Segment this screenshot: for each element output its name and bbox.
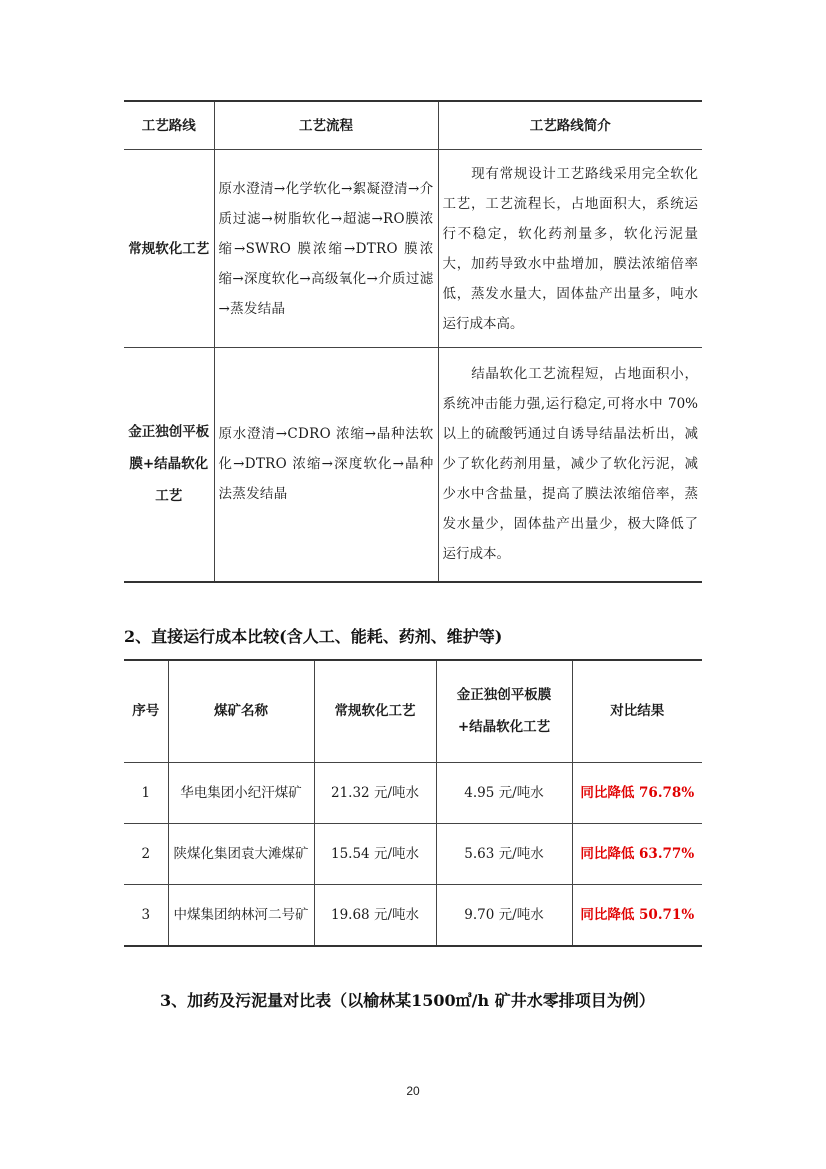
section-heading-dosing: 3、加药及污泥量对比表（以榆林某1500㎥/h 矿井水零排项目为例） [160, 991, 655, 1010]
mine-name: 陕煤化集团袁大滩煤矿 [168, 823, 314, 884]
header-flow: 工艺流程 [214, 101, 438, 150]
page-number: 20 [406, 1084, 420, 1098]
route-intro: 现有常规设计工艺路线采用完全软化工艺，工艺流程长，占地面积大，系统运行不稳定，软化药剂量多，软化污泥量大，加药导致水中盐增加，膜法浓缩倍率低，蒸发水量大，固体盐产出量多，吨水运行成本高。 [438, 150, 702, 348]
header-conventional: 常规软化工艺 [314, 660, 436, 762]
process-flow: 原水澄清→化学软化→絮凝澄清→介质过滤→树脂软化→超滤→RO膜浓缩→SWRO 膜浓缩→DTRO 膜浓缩→深度软化→高级氧化→介质过滤→蒸发结晶 [214, 150, 438, 348]
row-number: 2 [124, 823, 168, 884]
header-mine: 煤矿名称 [168, 660, 314, 762]
route-name: 常规软化工艺 [124, 150, 214, 348]
header-route: 工艺路线 [124, 101, 214, 150]
process-comparison-table [124, 100, 702, 583]
header-new-process: 金正独创平板膜+结晶软化工艺 [436, 660, 572, 762]
row-number: 3 [124, 884, 168, 946]
table-row [124, 762, 702, 823]
comparison-result: 同比降低 76.78% [572, 762, 702, 823]
mine-name: 中煤集团纳林河二号矿 [168, 884, 314, 946]
conventional-cost: 21.32 元/吨水 [314, 762, 436, 823]
table-row [124, 150, 702, 348]
table-row [124, 884, 702, 946]
new-process-cost: 4.95 元/吨水 [436, 762, 572, 823]
conventional-cost: 15.54 元/吨水 [314, 823, 436, 884]
section-heading-cost: 2、直接运行成本比较(含人工、能耗、药剂、维护等) [124, 627, 503, 646]
cost-comparison-table [124, 659, 702, 947]
comparison-result: 同比降低 63.77% [572, 823, 702, 884]
table-row [124, 348, 702, 582]
table-header-row [124, 101, 702, 150]
header-no: 序号 [124, 660, 168, 762]
table-row [124, 823, 702, 884]
table-header-row [124, 660, 702, 762]
mine-name: 华电集团小纪汗煤矿 [168, 762, 314, 823]
new-process-cost: 9.70 元/吨水 [436, 884, 572, 946]
header-intro: 工艺路线简介 [438, 101, 702, 150]
conventional-cost: 19.68 元/吨水 [314, 884, 436, 946]
comparison-result: 同比降低 50.71% [572, 884, 702, 946]
header-result: 对比结果 [572, 660, 702, 762]
new-process-cost: 5.63 元/吨水 [436, 823, 572, 884]
route-name: 金正独创平板膜+结晶软化工艺 [124, 348, 214, 582]
route-intro: 结晶软化工艺流程短，占地面积小，系统冲击能力强,运行稳定,可将水中 70%以上的硫酸钙通过自诱导结晶法析出，减少了软化药剂用量，减少了软化污泥，减少水中含盐量，提高了膜法浓缩倍率，蒸发水量少，固体盐产出量少，极大降低了运行成本。 [438, 348, 702, 582]
row-number: 1 [124, 762, 168, 823]
process-flow: 原水澄清→CDRO 浓缩→晶种法软化→DTRO 浓缩→深度软化→晶种法蒸发结晶 [214, 348, 438, 582]
